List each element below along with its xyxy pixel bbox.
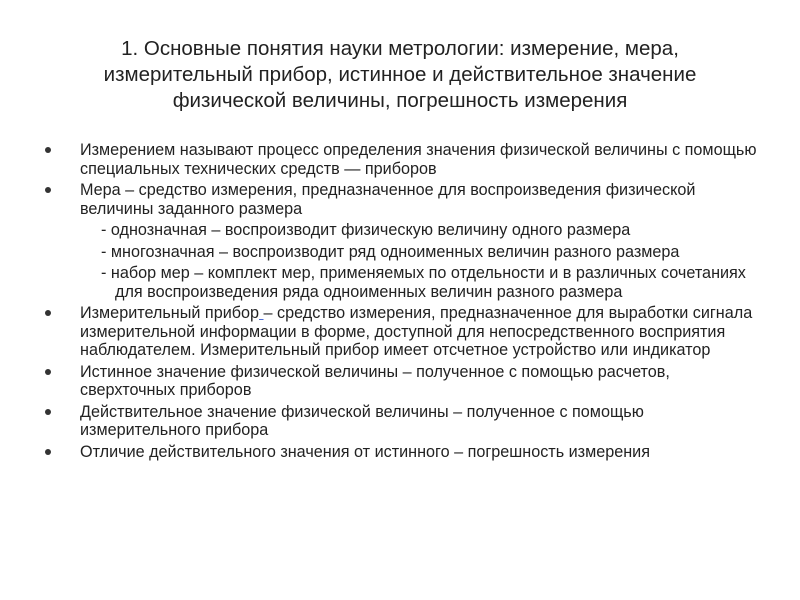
bullet-dot-icon — [45, 409, 51, 415]
bullet-text: Отличие действительного значения от истинного – погрешность измерения — [80, 442, 650, 461]
slide-title: 1. Основные понятия науки метрологии: измерение, мера, измерительный прибор, истинное и действительное значение физической величины, погрешность измерения — [103, 37, 697, 112]
bullet-item-error — [45, 443, 760, 462]
bullet-item-actual-value — [45, 403, 760, 440]
sub-item-multi-valued — [45, 243, 760, 262]
sub-item-text: - набор мер – комплект мер, применяемых по отдельности и в различных сочетаниях для воспроизведения ряда одноименных величин разного размера — [101, 264, 746, 301]
sub-item-single-valued — [45, 221, 760, 240]
sub-item-text: - многозначная – воспроизводит ряд одноименных величин разного размера — [101, 242, 680, 261]
bullet-item-measure — [45, 181, 760, 218]
sub-item-measure-set — [45, 264, 760, 301]
bullet-dot-icon — [45, 449, 51, 455]
bullet-text-part-a: Измерительный прибор — [80, 304, 260, 322]
bullet-text: Мера – средство измерения, предназначенное для воспроизведения физической величины заданного размера — [80, 181, 696, 218]
bullet-item-measurement — [45, 141, 760, 178]
sub-item-text: - однозначная – воспроизводит физическую величину одного размера — [101, 221, 631, 239]
bullet-dot-icon — [45, 147, 51, 153]
bullet-item-true-value — [45, 363, 760, 400]
bullet-dot-icon — [45, 369, 51, 375]
bullet-dot-icon — [45, 187, 51, 193]
bullet-text-part-b: – средство измерения, предназначенное для выработки сигнала измерительной информации в форме, доступной для непосредственного восприятия наблюдателем. Измерительный прибор имеет отсчетное устройство или индикатор — [80, 304, 753, 359]
bullet-list — [45, 141, 760, 464]
bullet-text: Измерением называют процесс определения значения физической величины с помощью специальных технических средств — приборов — [80, 141, 757, 178]
bullet-text: Истинное значение физической величины – полученное с помощью расчетов, сверхточных приборов — [80, 362, 670, 399]
bullet-text: Действительное значение физической величины – полученное с помощью измерительного прибора — [80, 402, 644, 439]
bullet-dot-icon — [45, 310, 51, 316]
bullet-item-instrument — [45, 304, 760, 360]
